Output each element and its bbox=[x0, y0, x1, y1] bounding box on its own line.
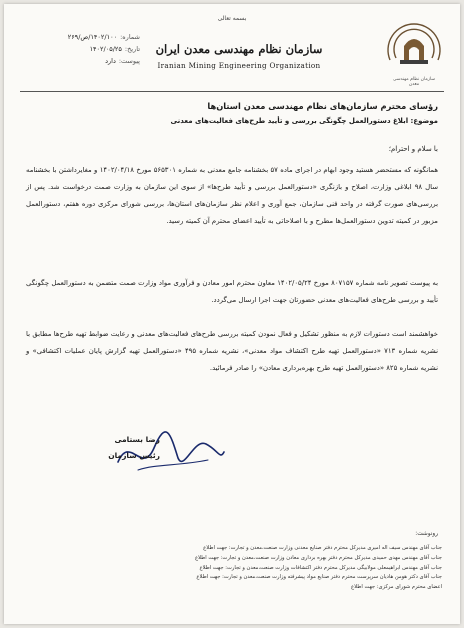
handwritten-signature bbox=[108, 414, 228, 484]
letter-number-value: ۱۴۰۲/۱۰۰/ص/۲۶۹ bbox=[67, 33, 118, 41]
cc-item: جناب آقای مهندس سیف اله امیری مدیرکل محترم دفتر صنایع معدنی وزارت صنعت،معدن و تجارت: جهت اطلاع bbox=[203, 545, 442, 551]
letter-meta bbox=[20, 31, 140, 67]
organization-name-fa: سازمان نظام مهندسی معدن ایران bbox=[155, 42, 323, 56]
letter-recipient: رؤسای محترم سازمان‌های نظام مهندسی معدن استان‌ها bbox=[207, 101, 438, 111]
letter-subject: موضوع: ابلاغ دستورالعمل چگونگی بررسی و تأیید طرح‌های فعالیت‌های معدنی bbox=[170, 117, 438, 125]
cc-item: جناب آقای مهندس مهدی حمیدی مدیرکل محترم دفتر بهره برداری معادن وزارت صنعت،معدن و تجارت: جهت اطلاع bbox=[194, 554, 442, 561]
emblem-caption: سازمان نظام مهندسی معدن bbox=[392, 77, 436, 87]
letter-attachment-value: دارد bbox=[105, 57, 116, 65]
letter-date-label: تاریخ: bbox=[124, 45, 140, 53]
letter-paragraph-3: خواهشمند است دستورات لازم به منظور تشکیل و فعال نمودن کمیته بررسی طرح‌های فعالیت‌های معدنی و رعایت ضوابط تهیه طرح‌ها مطابق با نشریه شماره ۷۱۳ «دستورالعمل تهیه طرح اکتشاف مواد معدنی»، نشریه شماره ۴۹۵ «دستورالعمل تهیه گزارش پایان عملیات اکتشافی» و نشریه شماره ۸۲۵ «دستورالعمل تهیه طرح بهره‌برداری معادن» را صادر فرمائید. bbox=[26, 330, 438, 372]
letter-number-row bbox=[20, 31, 140, 43]
cc-item: جناب آقای دکتر هومن هادیان سرپرست محترم دفتر صنایع مواد پیشرفته وزارت صنعت،معدن و تجارت: جهت اطلاع bbox=[196, 574, 442, 581]
letter-paragraph-1: همانگونه که مستحضر هستید وجود ابهام در اجرای ماده ۵۷ بخشنامه جامع معدنی به شماره ۵۶۵۳۰۱ مورخ ۱۴۰۲/۰۴/۱۸ و مغایرداشتن با بخشنامه سال ۹۸ ابلاغی وزارت، اصلاح و بازنگری «دستورالعمل بررسی و تأیید طرح‌ها» از سوی این سازمان به وزارت صمت درخواست شد. پس از بررسی‌های صورت گرفته در واحد فنی سازمان، جمع آوری و اعلام نظر سازمان‌های استان‌ها، بررسی شورای مرکزی دوره هفتم، دستورالعمل مزبور در کمیته تدوین دستورالعمل‌ها مطرح و با اصلاحاتی به تأیید اعضای محترم آن کمیته رسید. bbox=[26, 166, 438, 225]
letter-paragraph-2: به پیوست تصویر نامه شماره ۸۰۷۱۵۷ مورخ ۱۴۰۲/۰۵/۲۴ معاون محترم امور معادن و فرآوری مواد وزارت صمت متضمن به دستورالعمل چگونگی تأیید و بررسی طرح‌های فعالیت‌های معدنی حضورتان جهت اجرا ارسال می‌گردد. bbox=[26, 279, 438, 304]
organization-emblem-icon bbox=[382, 16, 446, 76]
basmala: بسمه تعالی bbox=[217, 15, 247, 22]
letter-greeting: با سلام و احترام؛ bbox=[388, 145, 438, 153]
header-divider bbox=[20, 91, 444, 92]
cc-item: اعضای محترم شورای مرکزی: جهت اطلاع bbox=[351, 584, 442, 591]
signatory-name: رضا بستامی bbox=[114, 435, 160, 444]
cc-heading: رونوشت: bbox=[415, 531, 438, 537]
organization-name-en: Iranian Mining Engineering Organization bbox=[157, 61, 321, 70]
letter-date-value: ۱۴۰۲/۰۵/۲۵ bbox=[89, 45, 122, 53]
letter-page bbox=[4, 4, 460, 624]
cc-item: جناب آقای مهندس ابراهیمعلی مولابیگی مدیرکل محترم دفتر اکتشافات وزارت صنعت،معدن و تجارت: جهت اطلاع bbox=[199, 564, 442, 571]
cc-list bbox=[22, 544, 442, 593]
signatory-title: رئیس سازمان bbox=[108, 451, 160, 460]
letter-attachment-row bbox=[20, 55, 140, 67]
letter-attachment-label: پیوست: bbox=[118, 57, 140, 65]
letter-date-row bbox=[20, 43, 140, 55]
letter-number-label: شماره: bbox=[120, 33, 140, 41]
